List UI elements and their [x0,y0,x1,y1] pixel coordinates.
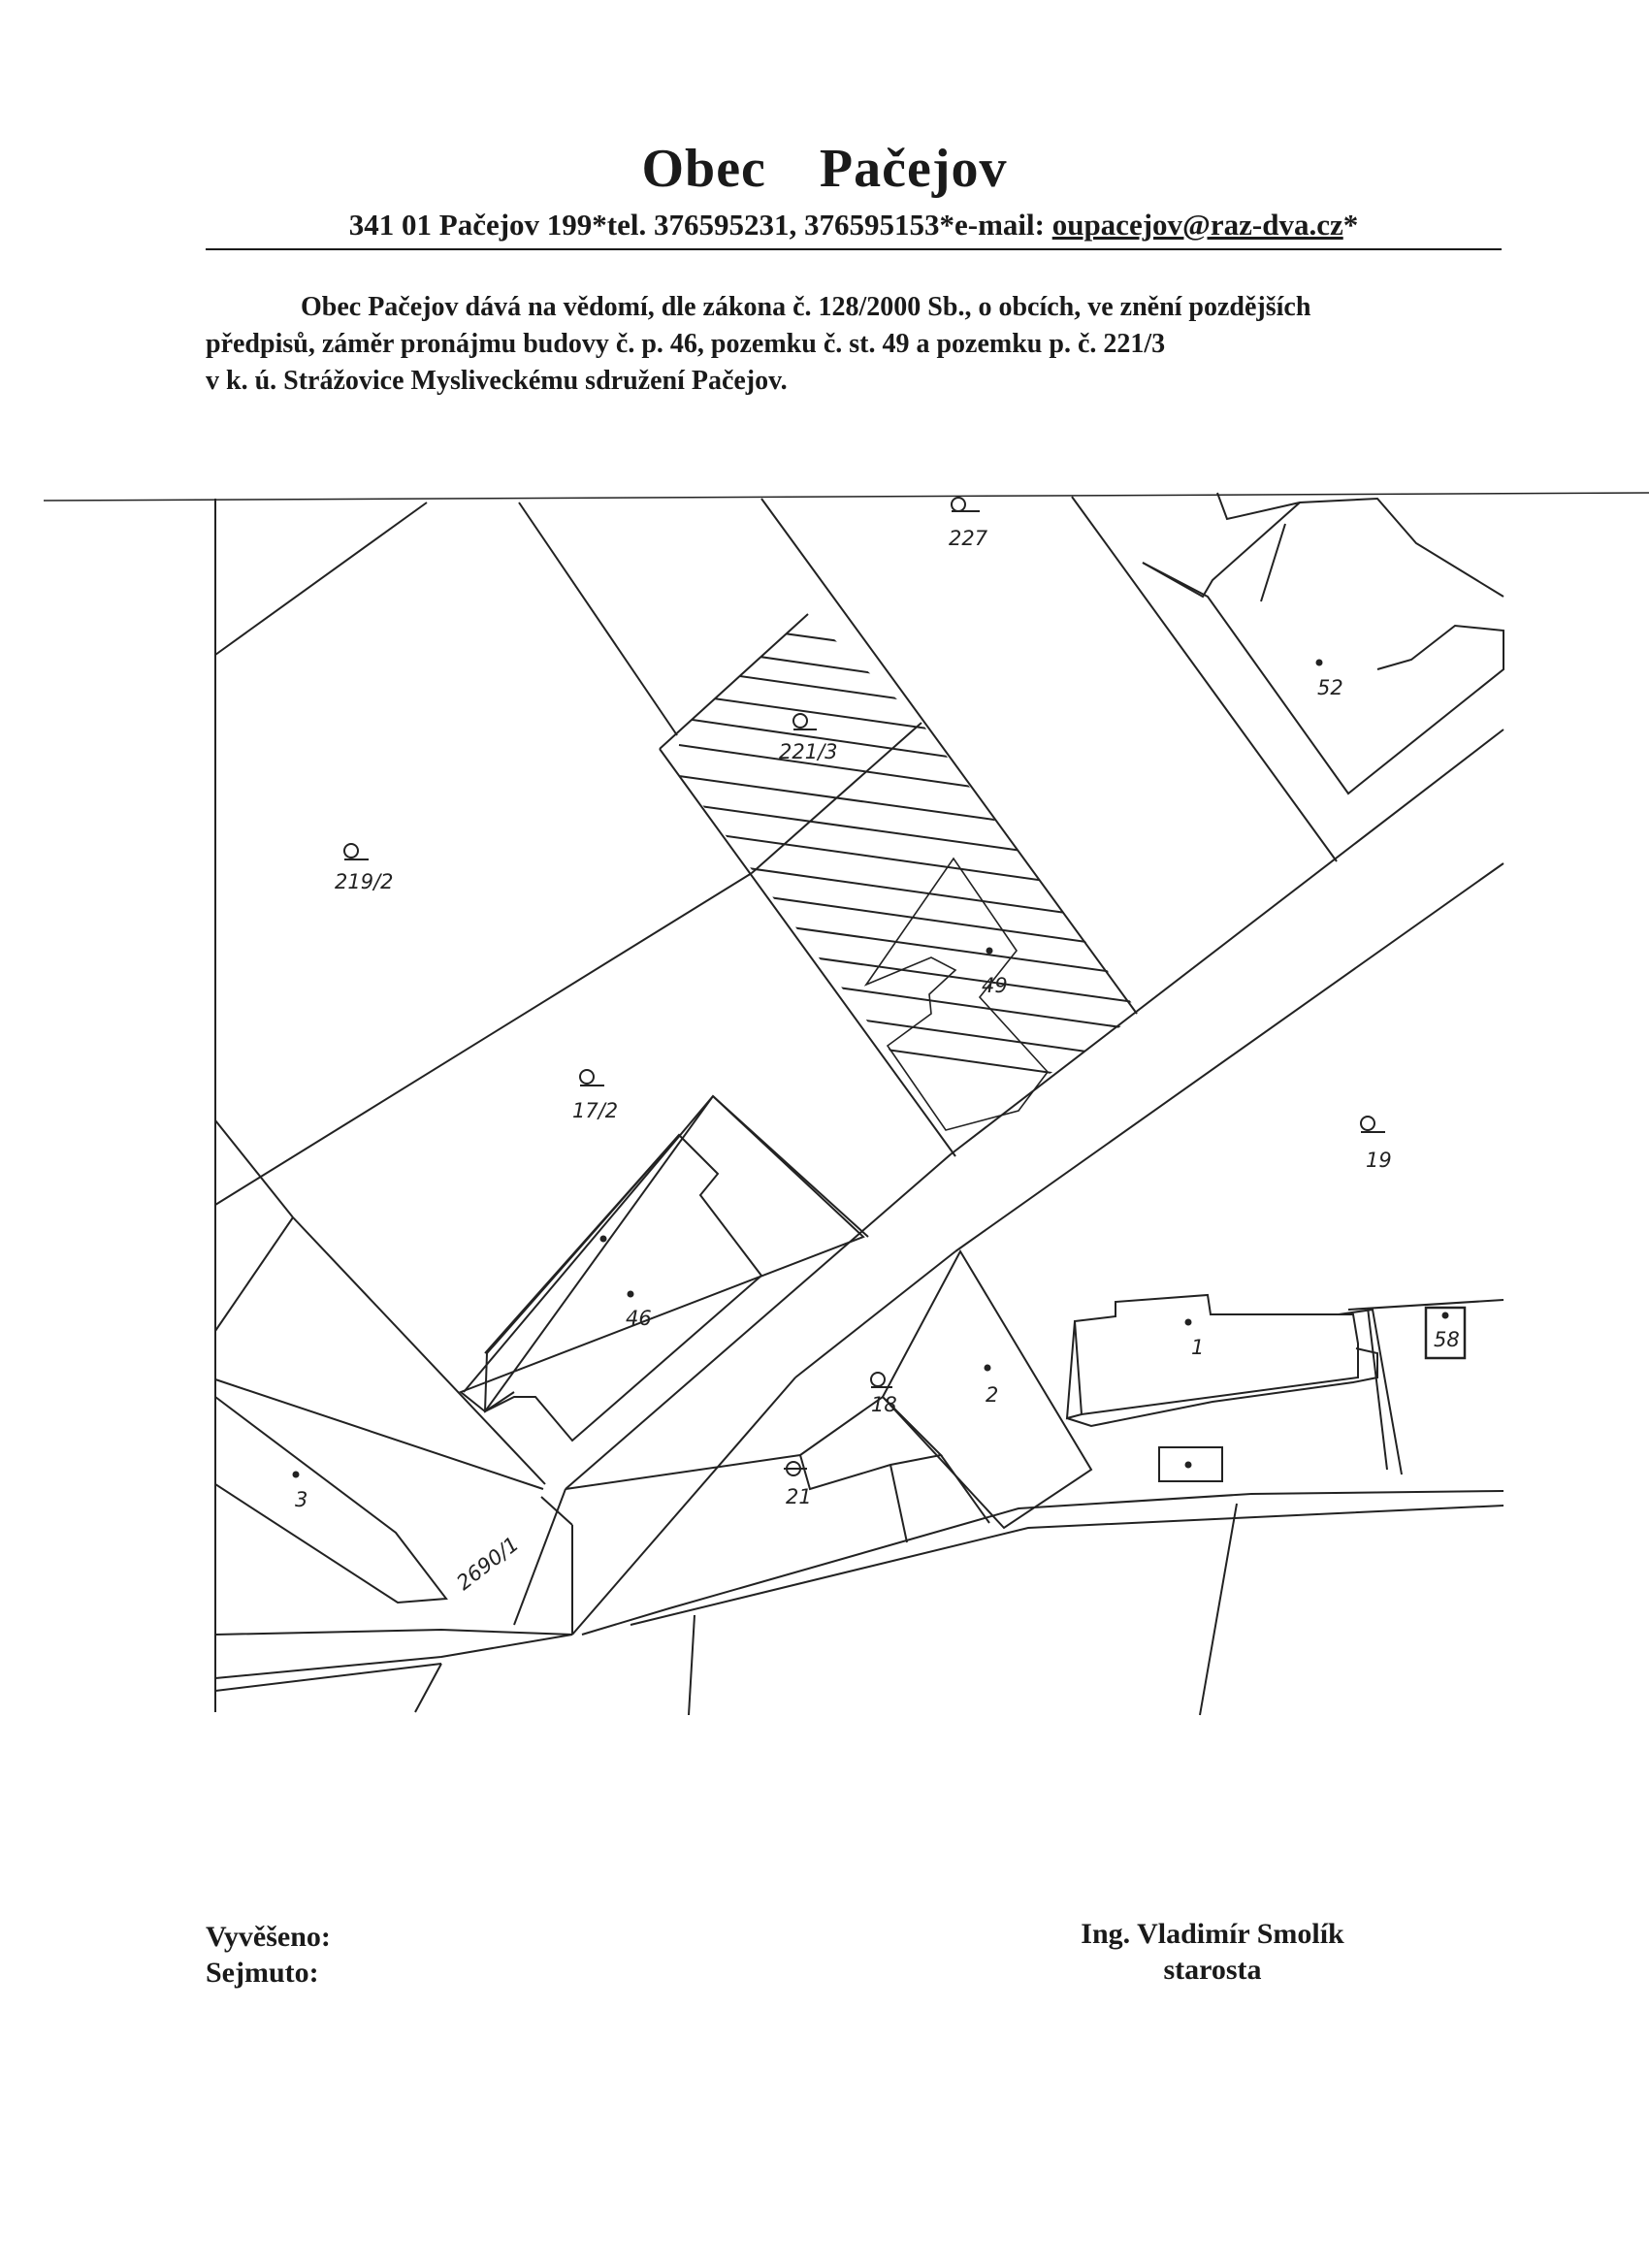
parcel-label-2: 2 [986,1383,999,1407]
notice-paragraph [206,289,1505,400]
page-title: Obec Pačejov [641,139,1008,199]
posted-label: Vyvěšeno: [206,1921,331,1953]
parcel-symbol-19 [1361,1117,1385,1132]
signature-block [1018,1916,1406,1988]
signatory-role: starosta [1163,1954,1262,1986]
parcel-label-227: 227 [949,527,988,550]
parcel-label-52: 52 [1317,676,1343,699]
address-line [206,208,1502,243]
parcel-symbol-227 [952,498,980,511]
building-49-outline [866,859,1048,1130]
parcel-label-219-2: 219/2 [335,870,394,893]
address-text: 341 01 Pačejov 199*tel. 376595231, 376595153*e-mail: [348,208,1052,242]
map-top-border [44,493,1649,501]
parcel-label-1: 1 [1191,1336,1205,1359]
parcel-symbol-219-2 [344,844,369,859]
parcel-symbol-17-2 [580,1070,604,1085]
header-divider [206,248,1502,250]
signatory-name: Ing. Vladimír Smolík [1081,1918,1344,1950]
parcel-label-49: 49 [982,974,1008,997]
parcel-label-17-2: 17/2 [572,1099,619,1122]
notice-line-2: předpisů, záměr pronájmu budovy č. p. 46, pozemku č. st. 49 a pozemku p. č. 221/3 [206,329,1166,359]
cadastral-map [0,485,1649,1727]
address-suffix: * [1342,208,1359,242]
removed-label: Sejmuto: [206,1957,319,1989]
parcel-label-3: 3 [295,1488,308,1511]
parcel-symbol-221-3 [793,714,817,729]
parcel-label-19: 19 [1366,1149,1392,1172]
notice-line-1: Obec Pačejov dává na vědomí, dle zákona č. 128/2000 Sb., o obcích, ve znění pozdějších [301,292,1311,322]
notice-line-3: v k. ú. Strážovice Mysliveckému sdružení Pačejov. [206,366,788,396]
parcel-label-18: 18 [871,1393,897,1416]
parcel-label-21: 21 [786,1485,812,1508]
posting-dates [206,1919,331,1991]
parcel-label-221-3: 221/3 [779,740,838,763]
parcel-label-2690-1: 2690/1 [452,1532,524,1595]
parcel-label-58: 58 [1434,1328,1460,1351]
email-link[interactable]: oupacejov@raz-dva.cz [1051,208,1343,242]
parcel-label-46: 46 [626,1307,652,1330]
